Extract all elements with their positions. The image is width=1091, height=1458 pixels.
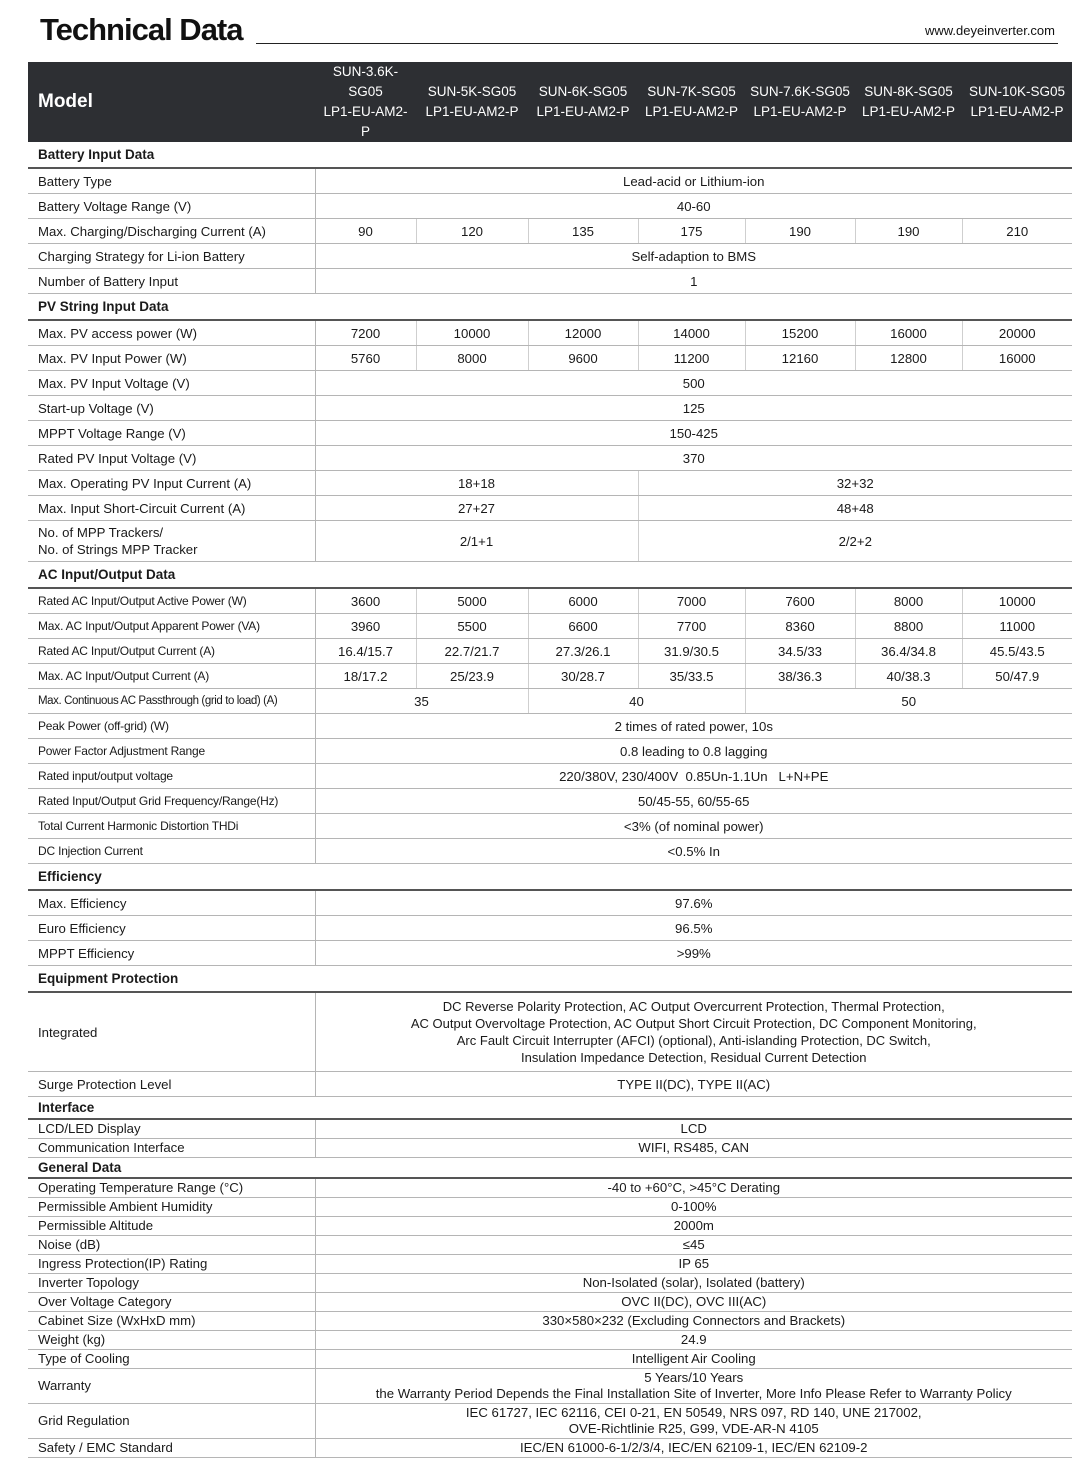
technical-data-table xyxy=(28,62,1072,1458)
spec-value: 3600 xyxy=(315,588,416,614)
section-protection xyxy=(28,966,1072,993)
spec-row-ac-max-current xyxy=(28,664,1072,689)
spec-label: Noise (dB) xyxy=(28,1236,315,1255)
spec-value: IP 65 xyxy=(315,1255,1072,1274)
spec-value: 14000 xyxy=(638,320,745,346)
model-label: Model xyxy=(28,62,315,142)
spec-value: Self-adaption to BMS xyxy=(315,244,1072,269)
spec-value: 18/17.2 xyxy=(315,664,416,689)
spec-value: -40 to +60°C, >45°C Derating xyxy=(315,1178,1072,1198)
spec-row-altitude xyxy=(28,1217,1072,1236)
spec-label: Start-up Voltage (V) xyxy=(28,396,315,421)
spec-row-cooling xyxy=(28,1350,1072,1369)
spec-row-ac-active xyxy=(28,588,1072,614)
spec-value: 11200 xyxy=(638,346,745,371)
section-interface xyxy=(28,1097,1072,1120)
spec-value: 190 xyxy=(745,219,855,244)
section-title: Battery Input Data xyxy=(28,142,1072,168)
spec-value: 2/1+1 xyxy=(315,521,638,562)
model-name: SUN-5K-SG05 LP1-EU-AM2-P xyxy=(416,62,528,142)
spec-row-ac-apparent xyxy=(28,614,1072,639)
spec-value: 90 xyxy=(315,219,416,244)
spec-value: 27+27 xyxy=(315,496,638,521)
spec-value: 48+48 xyxy=(638,496,1072,521)
spec-row-temperature xyxy=(28,1178,1072,1198)
spec-value: 6000 xyxy=(528,588,638,614)
model-name: SUN-6K-SG05 LP1-EU-AM2-P xyxy=(528,62,638,142)
spec-value: 12160 xyxy=(745,346,855,371)
section-pv xyxy=(28,294,1072,321)
spec-row-cabinet-size xyxy=(28,1312,1072,1331)
spec-label: Rated input/output voltage xyxy=(28,764,315,789)
spec-row-short-circuit xyxy=(28,496,1072,521)
spec-row-humidity xyxy=(28,1198,1072,1217)
spec-row-grid-regulation xyxy=(28,1404,1072,1439)
spec-row-power-factor xyxy=(28,739,1072,764)
spec-label: Over Voltage Category xyxy=(28,1293,315,1312)
model-name: SUN-10K-SG05 LP1-EU-AM2-P xyxy=(962,62,1072,142)
spec-value: 50 xyxy=(745,689,1072,714)
header-divider xyxy=(256,43,1058,44)
spec-value: 5 Years/10 Years the Warranty Period Depends the Final Installation Site of Inverter, More Info Please Refer to Warranty Policy xyxy=(315,1369,1072,1404)
spec-row-integrated-protection xyxy=(28,992,1072,1072)
spec-value: 8000 xyxy=(855,588,962,614)
spec-value: 25/23.9 xyxy=(416,664,528,689)
spec-row-euro-efficiency xyxy=(28,916,1072,941)
spec-value: 9600 xyxy=(528,346,638,371)
spec-value: 97.6% xyxy=(315,890,1072,916)
spec-value: 45.5/43.5 xyxy=(962,639,1072,664)
spec-row-mppt-efficiency xyxy=(28,941,1072,966)
spec-value: 35/33.5 xyxy=(638,664,745,689)
spec-label: Inverter Topology xyxy=(28,1274,315,1293)
spec-row-emc-standard xyxy=(28,1439,1072,1458)
spec-value: IEC/EN 61000-6-1/2/3/4, IEC/EN 62109-1, IEC/EN 62109-2 xyxy=(315,1439,1072,1458)
spec-row-dc-injection xyxy=(28,839,1072,864)
page-header xyxy=(0,0,1091,62)
spec-label: Max. Charging/Discharging Current (A) xyxy=(28,219,315,244)
spec-label: Rated PV Input Voltage (V) xyxy=(28,446,315,471)
spec-label: Max. PV Input Voltage (V) xyxy=(28,371,315,396)
spec-row-warranty xyxy=(28,1369,1072,1404)
spec-value: 500 xyxy=(315,371,1072,396)
spec-value: 370 xyxy=(315,446,1072,471)
spec-value: 50/45-55, 60/55-65 xyxy=(315,789,1072,814)
spec-value: 27.3/26.1 xyxy=(528,639,638,664)
spec-value: 50/47.9 xyxy=(962,664,1072,689)
spec-row-ac-rated-current xyxy=(28,639,1072,664)
spec-value: 8800 xyxy=(855,614,962,639)
spec-row-mpp-trackers xyxy=(28,521,1072,562)
spec-label: DC Injection Current xyxy=(28,839,315,864)
spec-label: Total Current Harmonic Distortion THDi xyxy=(28,814,315,839)
spec-label: Max. Operating PV Input Current (A) xyxy=(28,471,315,496)
spec-label: Rated AC Input/Output Current (A) xyxy=(28,639,315,664)
spec-value: 5000 xyxy=(416,588,528,614)
spec-value: 0-100% xyxy=(315,1198,1072,1217)
spec-label: Permissible Ambient Humidity xyxy=(28,1198,315,1217)
spec-value: 2000m xyxy=(315,1217,1072,1236)
spec-value: 2 times of rated power, 10s xyxy=(315,714,1072,739)
spec-label: Peak Power (off-grid) (W) xyxy=(28,714,315,739)
spec-label: MPPT Voltage Range (V) xyxy=(28,421,315,446)
spec-label: Operating Temperature Range (°C) xyxy=(28,1178,315,1198)
spec-value: 3960 xyxy=(315,614,416,639)
spec-row-noise xyxy=(28,1236,1072,1255)
spec-value: DC Reverse Polarity Protection, AC Output Overcurrent Protection, Thermal Protection, AC Output Overvoltage Protection, AC Output Short Circuit Protection, DC Component Monitoring, Arc Fault Circuit Interrupter (AFCI) (optional), Anti-islanding Protection, DC Switch, Insulation Impedance Detection, Residual Current Detection xyxy=(315,992,1072,1072)
spec-value: 30/28.7 xyxy=(528,664,638,689)
section-ac xyxy=(28,562,1072,589)
section-title: AC Input/Output Data xyxy=(28,562,1072,589)
spec-row-grid-frequency xyxy=(28,789,1072,814)
section-title: Efficiency xyxy=(28,864,1072,891)
spec-row-battery-current xyxy=(28,219,1072,244)
spec-row-pv-input xyxy=(28,346,1072,371)
spec-label: Euro Efficiency xyxy=(28,916,315,941)
spec-label: Weight (kg) xyxy=(28,1331,315,1350)
model-name: SUN-7.6K-SG05 LP1-EU-AM2-P xyxy=(745,62,855,142)
model-name: SUN-3.6K-SG05 LP1-EU-AM2-P xyxy=(315,62,416,142)
section-title: Equipment Protection xyxy=(28,966,1072,993)
spec-value: 150-425 xyxy=(315,421,1072,446)
section-title: PV String Input Data xyxy=(28,294,1072,321)
spec-label: Type of Cooling xyxy=(28,1350,315,1369)
model-name: SUN-8K-SG05 LP1-EU-AM2-P xyxy=(855,62,962,142)
spec-value: LCD xyxy=(315,1119,1072,1139)
spec-label: Battery Type xyxy=(28,168,315,194)
spec-label: Ingress Protection(IP) Rating xyxy=(28,1255,315,1274)
spec-label: Max. PV Input Power (W) xyxy=(28,346,315,371)
spec-row-battery-type xyxy=(28,168,1072,194)
spec-value: ≤45 xyxy=(315,1236,1072,1255)
spec-value: 40/38.3 xyxy=(855,664,962,689)
spec-value: 5760 xyxy=(315,346,416,371)
spec-label: No. of MPP Trackers/ No. of Strings MPP Tracker xyxy=(28,521,315,562)
spec-label: Rated AC Input/Output Active Power (W) xyxy=(28,588,315,614)
spec-row-ac-passthrough xyxy=(28,689,1072,714)
spec-value: 8000 xyxy=(416,346,528,371)
spec-value: 16000 xyxy=(962,346,1072,371)
spec-row-pv-access xyxy=(28,320,1072,346)
section-title: General Data xyxy=(28,1158,1072,1179)
spec-value: 7200 xyxy=(315,320,416,346)
spec-row-weight xyxy=(28,1331,1072,1350)
spec-row-battery-voltage xyxy=(28,194,1072,219)
spec-value: >99% xyxy=(315,941,1072,966)
spec-label: Max. Input Short-Circuit Current (A) xyxy=(28,496,315,521)
spec-value: 35 xyxy=(315,689,528,714)
spec-value: Lead-acid or Lithium-ion xyxy=(315,168,1072,194)
spec-label: Charging Strategy for Li-ion Battery xyxy=(28,244,315,269)
spec-value: 12000 xyxy=(528,320,638,346)
spec-row-rated-pv-voltage xyxy=(28,446,1072,471)
spec-value: 7000 xyxy=(638,588,745,614)
spec-value: Non-Isolated (solar), Isolated (battery) xyxy=(315,1274,1072,1293)
spec-value: <3% (of nominal power) xyxy=(315,814,1072,839)
spec-value: 40-60 xyxy=(315,194,1072,219)
spec-value: 125 xyxy=(315,396,1072,421)
spec-value: 7700 xyxy=(638,614,745,639)
spec-value: 8360 xyxy=(745,614,855,639)
spec-label: Max. AC Input/Output Current (A) xyxy=(28,664,315,689)
spec-row-startup-voltage xyxy=(28,396,1072,421)
spec-label: Cabinet Size (WxHxD mm) xyxy=(28,1312,315,1331)
spec-value: 20000 xyxy=(962,320,1072,346)
spec-label: Max. Efficiency xyxy=(28,890,315,916)
spec-label: Grid Regulation xyxy=(28,1404,315,1439)
spec-value: 22.7/21.7 xyxy=(416,639,528,664)
spec-value: 11000 xyxy=(962,614,1072,639)
spec-value: Intelligent Air Cooling xyxy=(315,1350,1072,1369)
spec-value: IEC 61727, IEC 62116, CEI 0-21, EN 50549, NRS 097, RD 140, UNE 217002, OVE-Richtlinie R25, G99, VDE-AR-N 4105 xyxy=(315,1404,1072,1439)
section-battery xyxy=(28,142,1072,168)
spec-value: 24.9 xyxy=(315,1331,1072,1350)
spec-value: WIFI, RS485, CAN xyxy=(315,1139,1072,1158)
spec-row-ip-rating xyxy=(28,1255,1072,1274)
spec-value: 10000 xyxy=(962,588,1072,614)
spec-value: 220/380V, 230/400V 0.85Un-1.1Un L+N+PE xyxy=(315,764,1072,789)
spec-label: MPPT Efficiency xyxy=(28,941,315,966)
spec-label: Safety / EMC Standard xyxy=(28,1439,315,1458)
spec-row-mppt-range xyxy=(28,421,1072,446)
spec-value: 2/2+2 xyxy=(638,521,1072,562)
spec-label: Warranty xyxy=(28,1369,315,1404)
spec-value: 1 xyxy=(315,269,1072,294)
spec-label: Max. AC Input/Output Apparent Power (VA) xyxy=(28,614,315,639)
spec-row-display xyxy=(28,1119,1072,1139)
spec-label: Rated Input/Output Grid Frequency/Range(Hz) xyxy=(28,789,315,814)
spec-value: 32+32 xyxy=(638,471,1072,496)
spec-value: 135 xyxy=(528,219,638,244)
spec-value: OVC II(DC), OVC III(AC) xyxy=(315,1293,1072,1312)
spec-value: 5500 xyxy=(416,614,528,639)
spec-row-operating-current xyxy=(28,471,1072,496)
spec-row-peak-power xyxy=(28,714,1072,739)
spec-value: 120 xyxy=(416,219,528,244)
section-efficiency xyxy=(28,864,1072,891)
spec-label: LCD/LED Display xyxy=(28,1119,315,1139)
spec-value: 190 xyxy=(855,219,962,244)
spec-value: 15200 xyxy=(745,320,855,346)
spec-value: 7600 xyxy=(745,588,855,614)
spec-value: TYPE II(DC), TYPE II(AC) xyxy=(315,1072,1072,1097)
spec-row-surge-protection xyxy=(28,1072,1072,1097)
spec-value: 12800 xyxy=(855,346,962,371)
spec-value: 31.9/30.5 xyxy=(638,639,745,664)
model-header-row xyxy=(28,62,1072,142)
spec-row-battery-count xyxy=(28,269,1072,294)
spec-value: 36.4/34.8 xyxy=(855,639,962,664)
spec-row-charging-strategy xyxy=(28,244,1072,269)
spec-row-rated-voltage xyxy=(28,764,1072,789)
page-title: Technical Data xyxy=(40,12,243,47)
spec-value: 40 xyxy=(528,689,745,714)
section-title: Interface xyxy=(28,1097,1072,1120)
spec-value: <0.5% In xyxy=(315,839,1072,864)
website-url[interactable]: www.deyeinverter.com xyxy=(924,23,1055,38)
spec-value: 210 xyxy=(962,219,1072,244)
spec-label: Permissible Altitude xyxy=(28,1217,315,1236)
spec-label: Max. Continuous AC Passthrough (grid to load) (A) xyxy=(28,689,315,714)
spec-value: 175 xyxy=(638,219,745,244)
spec-value: 38/36.3 xyxy=(745,664,855,689)
model-name: SUN-7K-SG05 LP1-EU-AM2-P xyxy=(638,62,745,142)
spec-label: Integrated xyxy=(28,992,315,1072)
spec-label: Battery Voltage Range (V) xyxy=(28,194,315,219)
spec-row-communication xyxy=(28,1139,1072,1158)
spec-row-max-efficiency xyxy=(28,890,1072,916)
spec-label: Surge Protection Level xyxy=(28,1072,315,1097)
spec-value: 16.4/15.7 xyxy=(315,639,416,664)
spec-row-overvoltage xyxy=(28,1293,1072,1312)
spec-value: 18+18 xyxy=(315,471,638,496)
spec-label: Power Factor Adjustment Range xyxy=(28,739,315,764)
spec-row-thd xyxy=(28,814,1072,839)
spec-value: 96.5% xyxy=(315,916,1072,941)
spec-value: 10000 xyxy=(416,320,528,346)
section-general xyxy=(28,1158,1072,1179)
spec-value: 34.5/33 xyxy=(745,639,855,664)
spec-row-topology xyxy=(28,1274,1072,1293)
spec-label: Communication Interface xyxy=(28,1139,315,1158)
spec-value: 6600 xyxy=(528,614,638,639)
spec-value: 16000 xyxy=(855,320,962,346)
spec-row-pv-max-voltage xyxy=(28,371,1072,396)
spec-label: Number of Battery Input xyxy=(28,269,315,294)
spec-value: 0.8 leading to 0.8 lagging xyxy=(315,739,1072,764)
spec-value: 330×580×232 (Excluding Connectors and Brackets) xyxy=(315,1312,1072,1331)
spec-label: Max. PV access power (W) xyxy=(28,320,315,346)
